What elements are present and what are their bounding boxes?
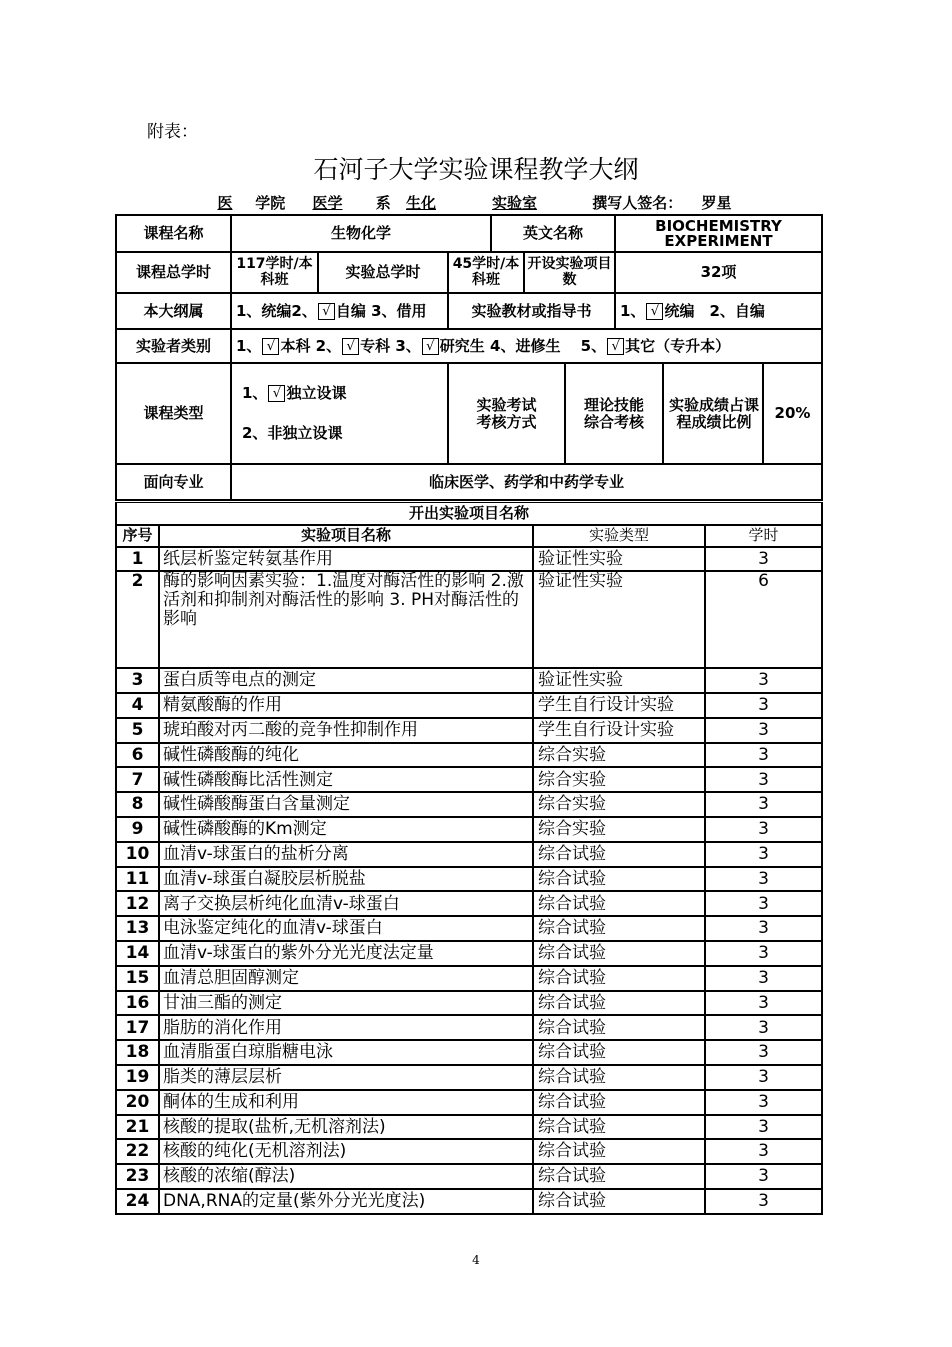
- column-header-no: 序号: [116, 525, 159, 547]
- row-name: 甘油三酯的测定: [159, 991, 533, 1016]
- grade-ratio-value: 20%: [763, 363, 822, 464]
- table-row: [116, 1015, 822, 1040]
- row-hours: 3: [705, 668, 822, 693]
- checkbox-checked-icon: √: [342, 338, 359, 355]
- row-number: 22: [116, 1139, 159, 1164]
- row-type: 综合试验: [533, 1139, 705, 1164]
- row-name: 血清v-球蛋白凝胶层析脱盐: [159, 867, 533, 892]
- row-type: 综合试验: [533, 1189, 705, 1214]
- checkbox-checked-icon: √: [268, 385, 285, 402]
- row-type: 综合试验: [533, 1164, 705, 1189]
- student-type-options: [231, 329, 822, 363]
- row-number: 1: [116, 547, 159, 572]
- row-number: 4: [116, 693, 159, 718]
- table-row: [116, 743, 822, 768]
- row-number: 3: [116, 668, 159, 693]
- table-row: [116, 842, 822, 867]
- course-name-label: 课程名称: [116, 215, 231, 252]
- row-number: 6: [116, 743, 159, 768]
- author-label: 撰写人签名：: [592, 194, 683, 212]
- checkbox-checked-icon: √: [262, 338, 279, 355]
- row-hours: 3: [705, 1065, 822, 1090]
- row-type: 学生自行设计实验: [533, 693, 705, 718]
- row-name: 碱性磷酸酶的纯化: [159, 743, 533, 768]
- student-type-text: 专科 3、: [360, 336, 421, 355]
- major-label: 面向专业: [116, 464, 231, 500]
- course-type-option-1: [242, 385, 447, 425]
- course-type-options: [231, 363, 448, 464]
- row-name: 血清总胆固醇测定: [159, 966, 533, 991]
- row-number: 13: [116, 916, 159, 941]
- student-type-text: 本科 2、: [280, 336, 342, 355]
- student-type-text: 其它（专升本）: [625, 336, 731, 355]
- row-hours: 3: [705, 1189, 822, 1214]
- row-type: 综合实验: [533, 767, 705, 792]
- row-hours: 3: [705, 1015, 822, 1040]
- table-row: [116, 767, 822, 792]
- row-name: 酶的影响因素实验：1.温度对酶活性的影响 2.激活剂和抑制剂对酶活性的影响 3. PH对酶活性的影响: [159, 571, 533, 668]
- row-name: 精氨酸酶的作用: [159, 693, 533, 718]
- table-row: [116, 792, 822, 817]
- page-number: 4: [472, 1253, 480, 1267]
- english-name-label: 英文名称: [491, 215, 615, 252]
- row-number: 7: [116, 767, 159, 792]
- exam-method-value-text: 理论技能综合考核: [583, 396, 644, 431]
- checkbox-checked-icon: √: [422, 338, 439, 355]
- lab-hours-label: 实验总学时: [318, 252, 448, 293]
- row-number: 10: [116, 842, 159, 867]
- row-name: 碱性磷酸酶比活性测定: [159, 767, 533, 792]
- row-type: 综合试验: [533, 941, 705, 966]
- row-type: 综合试验: [533, 1065, 705, 1090]
- checkbox-checked-icon: √: [646, 303, 663, 320]
- table-row: [116, 991, 822, 1016]
- row-number: 18: [116, 1040, 159, 1065]
- appendix-label: 附表：: [147, 122, 198, 142]
- table-row: [116, 1139, 822, 1164]
- table-row: [116, 966, 822, 991]
- row-name: 酮体的生成和利用: [159, 1090, 533, 1115]
- table-row: [116, 1040, 822, 1065]
- row-type: 学生自行设计实验: [533, 718, 705, 743]
- row-hours: 3: [705, 547, 822, 572]
- project-count-label: 开设实验项目数: [524, 252, 615, 293]
- table-row: [116, 1164, 822, 1189]
- row-number: 23: [116, 1164, 159, 1189]
- row-hours: 3: [705, 1115, 822, 1140]
- row-name: 核酸的纯化(无机溶剂法): [159, 1139, 533, 1164]
- textbook-option-2: 统编 2、自编: [664, 301, 765, 320]
- row-type: 综合试验: [533, 916, 705, 941]
- row-type: 综合试验: [533, 1115, 705, 1140]
- document-title: 石河子大学实验课程教学大纲: [313, 155, 639, 184]
- row-hours: 3: [705, 817, 822, 842]
- row-number: 11: [116, 867, 159, 892]
- total-hours-value: 117学时/本科班: [231, 252, 318, 293]
- table-row: [116, 817, 822, 842]
- course-type-label: 课程类型: [116, 363, 231, 464]
- column-header-hours: 学时: [705, 525, 822, 547]
- syllabus-label: 本大纲属: [116, 293, 231, 329]
- lab-value: 生化: [405, 194, 436, 212]
- row-type: 综合试验: [533, 842, 705, 867]
- syllabus-options: [231, 293, 448, 329]
- row-number: 19: [116, 1065, 159, 1090]
- row-name: 纸层析鉴定转氨基作用: [159, 547, 533, 572]
- row-number: 5: [116, 718, 159, 743]
- row-type: 综合试验: [533, 966, 705, 991]
- author-value: 罗星: [701, 194, 732, 212]
- table-row: [116, 1115, 822, 1140]
- table-row: [116, 547, 822, 572]
- row-name: 琥珀酸对丙二酸的竞争性抑制作用: [159, 718, 533, 743]
- experiment-projects-table: [115, 502, 823, 1215]
- student-type-text: 1、: [236, 336, 262, 355]
- row-hours: 3: [705, 966, 822, 991]
- row-hours: 6: [705, 571, 822, 668]
- college-label: 学院: [255, 194, 286, 212]
- table-row: [116, 1090, 822, 1115]
- project-count-value: 32项: [615, 252, 822, 293]
- row-number: 15: [116, 966, 159, 991]
- table-row: [116, 718, 822, 743]
- exam-method-label-text: 实验考试考核方式: [476, 396, 537, 431]
- college-value: 医: [217, 194, 233, 212]
- textbook-label: 实验教材或指导书: [448, 293, 615, 329]
- table-row: [116, 916, 822, 941]
- row-hours: 3: [705, 891, 822, 916]
- row-hours: 3: [705, 991, 822, 1016]
- row-hours: 3: [705, 718, 822, 743]
- row-name: 血清v-球蛋白的盐析分离: [159, 842, 533, 867]
- row-hours: 3: [705, 867, 822, 892]
- course-info-table: [115, 214, 823, 501]
- row-type: 综合试验: [533, 991, 705, 1016]
- row-type: 综合试验: [533, 867, 705, 892]
- student-type-text: 研究生 4、进修生 5、: [439, 336, 607, 355]
- row-hours: 3: [705, 1164, 822, 1189]
- total-hours-label: 课程总学时: [116, 252, 231, 293]
- english-name-value: BIOCHEMISTRY EXPERIMENT: [615, 215, 822, 252]
- row-name: 离子交换层析纯化血清v-球蛋白: [159, 891, 533, 916]
- row-hours: 3: [705, 693, 822, 718]
- course-type-option-2: 2、非独立设课: [242, 424, 343, 443]
- row-type: 综合实验: [533, 743, 705, 768]
- major-value: 临床医学、药学和中药学专业: [231, 464, 822, 500]
- header-info-line: [200, 192, 731, 213]
- row-hours: 3: [705, 842, 822, 867]
- row-name: 碱性磷酸酶的Km测定: [159, 817, 533, 842]
- row-name: 蛋白质等电点的测定: [159, 668, 533, 693]
- column-header-type: 实验类型: [533, 525, 705, 547]
- grade-ratio-label-text: 实验成绩占课程成绩比例: [668, 396, 759, 431]
- row-name: 血清v-球蛋白的紫外分光光度法定量: [159, 941, 533, 966]
- department-label: 系: [375, 194, 391, 212]
- row-type: 验证性实验: [533, 668, 705, 693]
- table-row: [116, 571, 822, 668]
- row-hours: 3: [705, 1040, 822, 1065]
- course-type-prefix: 1、: [242, 384, 268, 403]
- syllabus-option-2: 自编 3、借用: [335, 301, 427, 320]
- exam-method-value: [565, 363, 663, 464]
- row-name: DNA,RNA的定量(紫外分光光度法): [159, 1189, 533, 1214]
- table-row: [116, 1189, 822, 1214]
- row-type: 验证性实验: [533, 547, 705, 572]
- row-number: 16: [116, 991, 159, 1016]
- row-name: 血清脂蛋白琼脂糖电泳: [159, 1040, 533, 1065]
- table-row: [116, 941, 822, 966]
- grade-ratio-label: [663, 363, 763, 464]
- row-number: 12: [116, 891, 159, 916]
- row-number: 14: [116, 941, 159, 966]
- row-type: 综合试验: [533, 891, 705, 916]
- table-row: [116, 693, 822, 718]
- row-hours: 3: [705, 1139, 822, 1164]
- row-number: 20: [116, 1090, 159, 1115]
- row-hours: 3: [705, 941, 822, 966]
- row-name: 碱性磷酸酶蛋白含量测定: [159, 792, 533, 817]
- row-number: 17: [116, 1015, 159, 1040]
- table-row: [116, 867, 822, 892]
- row-type: 综合试验: [533, 1015, 705, 1040]
- lab-hours-value: 45学时/本科班: [448, 252, 524, 293]
- row-type: 综合试验: [533, 1040, 705, 1065]
- student-type-label: 实验者类别: [116, 329, 231, 363]
- row-hours: 3: [705, 916, 822, 941]
- checkbox-checked-icon: √: [607, 338, 624, 355]
- row-name: 核酸的提取(盐析,无机溶剂法): [159, 1115, 533, 1140]
- row-number: 2: [116, 571, 159, 668]
- row-type: 验证性实验: [533, 571, 705, 668]
- row-hours: 3: [705, 1090, 822, 1115]
- row-name: 核酸的浓缩(醇法): [159, 1164, 533, 1189]
- exam-method-label: [448, 363, 565, 464]
- checkbox-checked-icon: √: [318, 303, 335, 320]
- row-name: 脂肪的消化作用: [159, 1015, 533, 1040]
- row-number: 21: [116, 1115, 159, 1140]
- table-row: [116, 891, 822, 916]
- row-type: 综合试验: [533, 1090, 705, 1115]
- department-value: 医学: [312, 194, 343, 212]
- column-header-name: 实验项目名称: [159, 525, 533, 547]
- row-hours: 3: [705, 792, 822, 817]
- table-row: [116, 668, 822, 693]
- row-number: 24: [116, 1189, 159, 1214]
- row-name: 脂类的薄层层析: [159, 1065, 533, 1090]
- row-type: 综合实验: [533, 817, 705, 842]
- textbook-option-1: 1、: [620, 301, 646, 320]
- course-name-value: 生物化学: [231, 215, 491, 252]
- lab-label: 实验室: [491, 194, 537, 212]
- row-hours: 3: [705, 743, 822, 768]
- table-row: [116, 1065, 822, 1090]
- row-number: 8: [116, 792, 159, 817]
- textbook-options: [615, 293, 822, 329]
- course-type-independent: 独立设课: [286, 384, 347, 403]
- row-name: 电泳鉴定纯化的血清v-球蛋白: [159, 916, 533, 941]
- row-number: 9: [116, 817, 159, 842]
- section-title: 开出实验项目名称: [116, 503, 822, 525]
- row-hours: 3: [705, 767, 822, 792]
- syllabus-option-1: 1、统编2、: [236, 301, 317, 320]
- row-type: 综合实验: [533, 792, 705, 817]
